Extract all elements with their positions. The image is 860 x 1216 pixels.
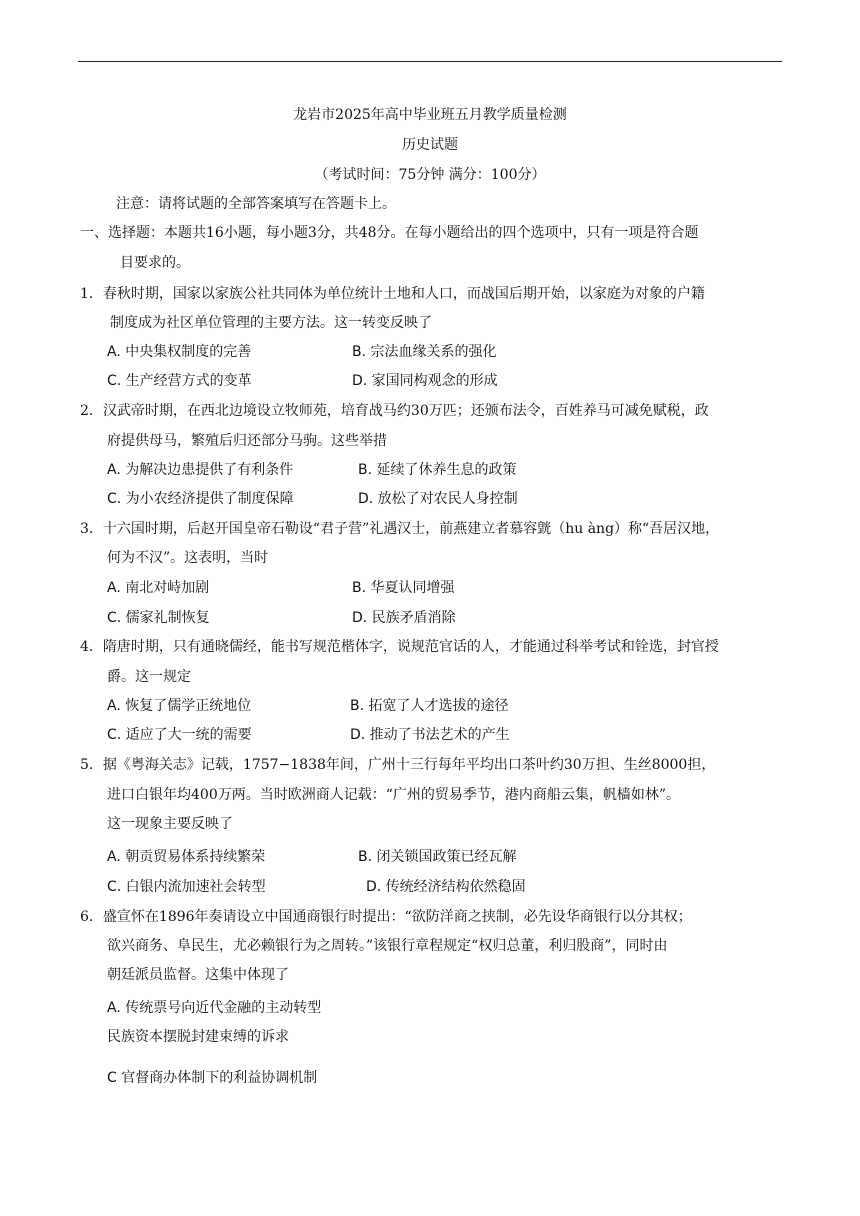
notice: 注意：请将试题的全部答案填写在答题卡上。 bbox=[116, 196, 396, 212]
question-2-option-d: D. 放松了对农民人身控制 bbox=[358, 491, 518, 507]
question-3-option-b: B. 华夏认同增强 bbox=[352, 580, 455, 596]
question-3-option-a: A. 南北对峙加剧 bbox=[107, 580, 210, 596]
question-5-option-d: D. 传统经济结构依然稳固 bbox=[366, 879, 526, 895]
question-4-stem-line2: 爵。这一规定 bbox=[107, 669, 191, 685]
question-4-option-d: D. 推动了书法艺术的产生 bbox=[350, 727, 510, 743]
question-6-stem-line2: 欲兴商务、阜民生，尤必赖银行为之周转。”该银行章程规定“权归总董，利归股商”，同时由 bbox=[107, 938, 668, 954]
question-1-stem-line1: 1．春秋时期，国家以家族公社共同体为单位统计土地和人口，而战国后期开始，以家庭为对象的户籍 bbox=[80, 286, 705, 302]
question-3-option-d: D. 民族矛盾消除 bbox=[352, 610, 456, 626]
question-5-option-c: C. 白银内流加速社会转型 bbox=[107, 879, 266, 895]
question-6-stem-line3: 朝廷派员监督。这集中体现了 bbox=[107, 967, 289, 983]
question-3-stem-line2: 何为不汉”。这表明，当时 bbox=[107, 550, 269, 566]
question-1-option-d: D. 家国同构观念的形成 bbox=[352, 373, 498, 389]
question-5-stem-line2: 进口白银年均400万两。当时欧洲商人记载：“广州的贸易季节，港内商船云集，帆樯如林”。 bbox=[107, 787, 681, 803]
question-5-stem-line1: 5．据《粤海关志》记载，1757−1838年间，广州十三行每年平均出口茶叶约30万担、生丝8000担， bbox=[80, 757, 716, 773]
question-3-option-c: C. 儒家礼制恢复 bbox=[107, 610, 210, 626]
question-1-option-c: C. 生产经营方式的变革 bbox=[107, 373, 252, 389]
question-4-option-a: A. 恢复了儒学正统地位 bbox=[107, 698, 252, 714]
question-6-option-b: 民族资本摆脱封建束缚的诉求 bbox=[107, 1029, 289, 1045]
question-6-option-c: C 官督商办体制下的利益协调机制 bbox=[107, 1070, 318, 1086]
question-4-stem-line1: 4．隋唐时期，只有通晓儒经，能书写规范楷体字，说规范官话的人，才能通过科举考试和铨选，封官授 bbox=[80, 639, 719, 655]
question-5-stem-line3: 这一现象主要反映了 bbox=[107, 816, 233, 832]
question-2-stem-line1: 2．汉武帝时期，在西北边境设立牧师苑，培育战马约30万匹；还颁布法令，百姓养马可减免赋税，政 bbox=[80, 403, 709, 419]
question-2-stem-line2: 府提供母马，繁殖后归还部分马驹。这些举措 bbox=[107, 433, 387, 449]
question-1-option-a: A. 中央集权制度的完善 bbox=[107, 344, 252, 360]
question-4-option-c: C. 适应了大一统的需要 bbox=[107, 727, 252, 743]
question-1-stem-line2: 制度成为社区单位管理的主要方法。这一转变反映了 bbox=[110, 315, 432, 331]
header-rule bbox=[78, 61, 782, 62]
question-5-option-b: B. 闭关锁国政策已经瓦解 bbox=[358, 849, 517, 865]
question-6-option-a: A. 传统票号向近代金融的主动转型 bbox=[107, 1000, 322, 1016]
section-heading-line2: 目要求的。 bbox=[120, 255, 190, 271]
subject-title: 历史试题 bbox=[402, 137, 458, 153]
question-3-stem-line1: 3．十六国时期，后赵开国皇帝石勒设“君子营”礼遇汉士，前燕建立者慕容皝（hu àng）称“吾居汉地， bbox=[80, 521, 720, 537]
question-6-stem-line1: 6．盛宣怀在1896年奏请设立中国通商银行时提出：“欲防洋商之挟制，必先设华商银行以分其权； bbox=[80, 909, 692, 925]
question-2-option-c: C. 为小农经济提供了制度保障 bbox=[107, 491, 294, 507]
exam-title: 龙岩市2025年高中毕业班五月教学质量检测 bbox=[293, 107, 567, 123]
exam-info: （考试时间：75分钟 满分：100分） bbox=[314, 167, 546, 183]
question-2-option-b: B. 延续了休养生息的政策 bbox=[358, 462, 517, 478]
section-heading-line1: 一、选择题：本题共16小题，每小题3分，共48分。在每小题给出的四个选项中，只有一项是符合题 bbox=[80, 225, 699, 241]
question-2-option-a: A. 为解决边患提供了有利条件 bbox=[107, 462, 294, 478]
question-1-option-b: B. 宗法血缘关系的强化 bbox=[352, 344, 497, 360]
question-5-option-a: A. 朝贡贸易体系持续繁荣 bbox=[107, 849, 266, 865]
question-4-option-b: B. 拓宽了人才选拔的途径 bbox=[350, 698, 509, 714]
